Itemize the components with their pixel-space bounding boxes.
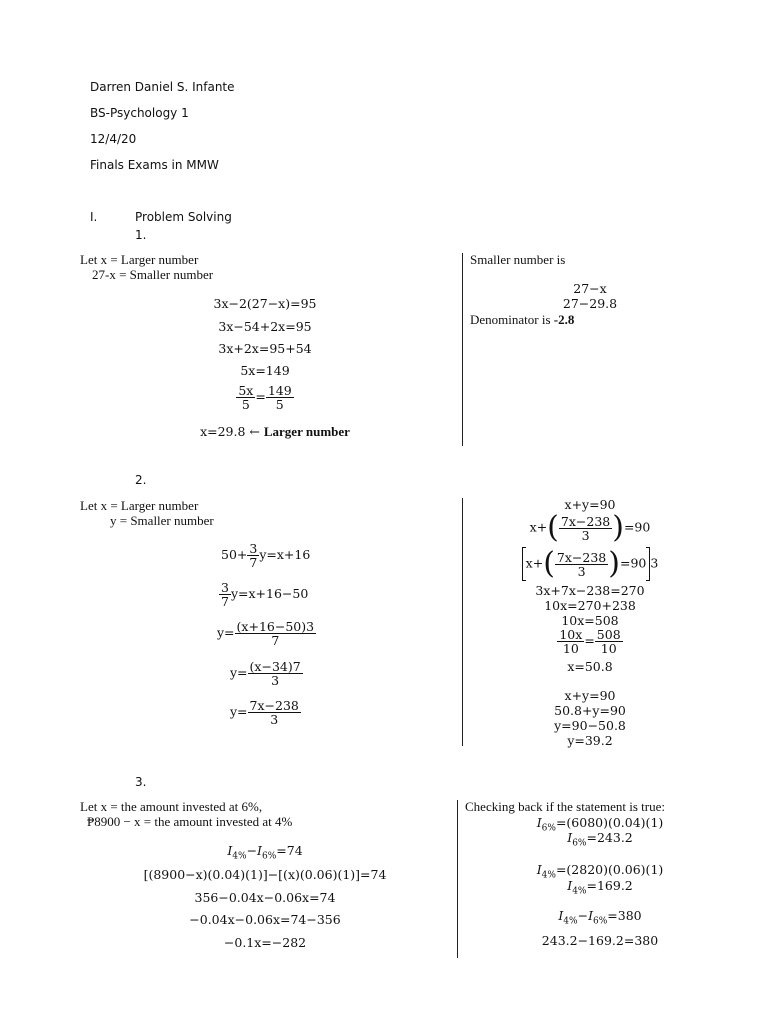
- p2-let-line-2: y = Smaller number: [110, 513, 214, 528]
- p3-eq-4: −0.04x−0.06x=74−356: [189, 912, 341, 927]
- p3-eq-5: −0.1x=−282: [223, 935, 307, 950]
- p2-right-eq-5: 10x=270+238: [544, 598, 636, 613]
- p3-let-line-2: ₱8900 − x = the amount invested at 4%: [87, 814, 293, 829]
- problem-1-number: 1.: [135, 228, 147, 242]
- p2-eq-3: y= $\frac{(x+16-50)3}{7}$: [217, 619, 315, 648]
- p2-eq-2: $\frac{3}{7}$ y=x+16−50: [221, 580, 309, 609]
- p1-right-eq-2: 27−29.8: [562, 296, 618, 311]
- p2-right-eq-3: x+( $\frac{7x-238}{3}$ )=90 3: [500, 547, 680, 581]
- p1-divider: [462, 253, 463, 446]
- p3-right-eq-5: $I_{4\%}-I_{6\%}=380$: [558, 908, 642, 927]
- p1-eq-5: $\frac{5x}{5}$ = $\frac{149}{5}$: [238, 383, 292, 412]
- p2-right-eq-8: x=50.8: [567, 659, 613, 674]
- p2-divider: [462, 498, 463, 746]
- p1-result: x=29.8 ← Larger number: [200, 424, 350, 439]
- p1-eq-1: 3x−2(27−x)=95: [213, 296, 317, 311]
- p3-right-eq-4: $I_{4\%}=169.2$: [567, 878, 633, 897]
- p1-eq-2: 3x−54+2x=95: [218, 319, 312, 334]
- p3-right-eq-1: $I_{6\%}=(6080)(0.04)(1)$: [536, 815, 664, 834]
- p3-right-eq-6: 243.2−169.2=380: [541, 933, 659, 948]
- p2-right-eq-10: 50.8+y=90: [554, 703, 626, 718]
- p2-let-line-1: Let x = Larger number: [80, 498, 199, 513]
- p1-eq-4: 5x=149: [240, 363, 290, 378]
- p1-let-line-2: 27-x = Smaller number: [92, 267, 214, 282]
- p3-right-eq-3: $I_{4\%}=(2820)(0.06)(1)$: [536, 862, 664, 881]
- course: BS-Psychology 1: [90, 106, 189, 120]
- p3-eq-1: $I_{4\%}-I_{6\%}=74$: [227, 843, 303, 862]
- p2-right-eq-4: 3x+7x−238=270: [535, 583, 645, 598]
- problem-2-number: 2.: [135, 473, 147, 487]
- p2-eq-4: y= $\frac{(x-34)7}{3}$: [230, 659, 301, 688]
- p3-right-title: Checking back if the statement is true:: [465, 799, 665, 814]
- p1-denominator: Denominator is -2.8: [470, 312, 575, 327]
- p3-eq-2: [(8900−x)(0.04)(1)]−[(x)(0.06)(1)]=74: [143, 867, 387, 882]
- p2-eq-5: y= $\frac{7x-238}{3}$: [230, 698, 299, 727]
- p2-right-eq-2: x+( $\frac{7x-238}{3}$ )=90: [529, 510, 651, 545]
- p2-right-eq-11: y=90−50.8: [554, 718, 626, 733]
- section-numeral: I.: [90, 210, 98, 224]
- p1-let-line-1: Let x = Larger number: [80, 252, 199, 267]
- p2-right-eq-1: x+y=90: [564, 497, 616, 512]
- p3-divider: [457, 800, 458, 958]
- exam-title: Finals Exams in MMW: [90, 158, 219, 172]
- section-title: Problem Solving: [135, 210, 232, 224]
- date: 12/4/20: [90, 132, 137, 146]
- p3-right-eq-2: $I_{6\%}=243.2$: [567, 830, 633, 849]
- p2-right-eq-7: $\frac{10x}{10}$ = $\frac{508}{10}$: [559, 627, 621, 656]
- p3-eq-3: 356−0.04x−0.06x=74: [194, 890, 336, 905]
- p2-eq-1: 50+ $\frac{3}{7}$ y=x+16: [221, 541, 311, 570]
- p2-right-eq-9: x+y=90: [564, 688, 616, 703]
- problem-3-number: 3.: [135, 775, 147, 789]
- p1-eq-3: 3x+2x=95+54: [218, 341, 312, 356]
- p3-let-line-1: Let x = the amount invested at 6%,: [80, 799, 263, 814]
- p1-right-title: Smaller number is: [470, 252, 566, 267]
- p1-right-eq-1: 27−x: [573, 281, 607, 296]
- p2-right-eq-6: 10x=508: [561, 613, 619, 628]
- p2-right-eq-12: y=39.2: [567, 733, 613, 748]
- student-name: Darren Daniel S. Infante: [90, 80, 235, 94]
